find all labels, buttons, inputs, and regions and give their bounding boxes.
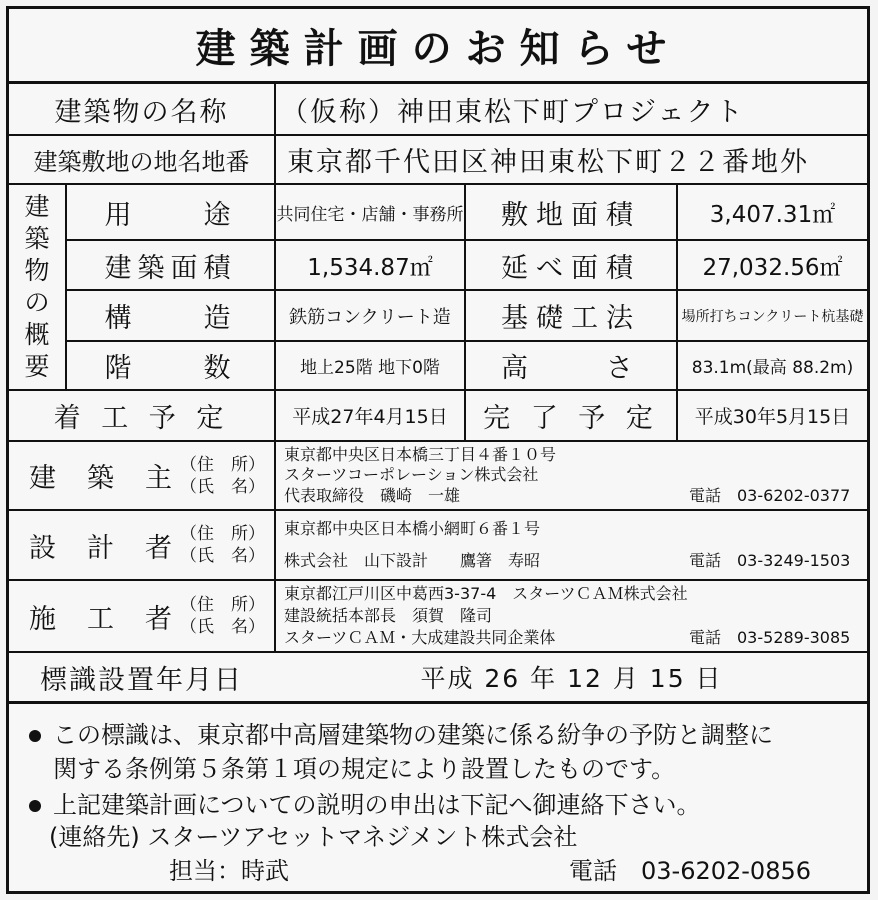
site-address-label: 建築敷地の地名地番 xyxy=(33,148,250,176)
floors-value: 地上25階 地下0階 xyxy=(300,358,440,378)
designer-phone: 電話 03-3249-1503 xyxy=(689,551,851,570)
building-name-value: （仮称）神田東松下町プロジェクト xyxy=(281,96,745,128)
contractor-label: 施 工 者 xyxy=(29,603,174,635)
contractor-sub-labels xyxy=(180,594,265,638)
address-sub-label: （住 所） xyxy=(180,595,265,615)
site-area-value: 3,407.31㎡ xyxy=(709,201,836,228)
floor-area-label: 延べ面積 xyxy=(501,252,641,284)
foundation-label: 基礎工法 xyxy=(501,303,641,334)
site-area-label: 敷地面積 xyxy=(501,199,641,231)
overview-label-char: 要 xyxy=(24,352,50,381)
contact-phone: 電話 03-6202-0856 xyxy=(569,857,812,885)
floors-label: 階 数 xyxy=(104,353,237,384)
name-sub-label: （氏 名） xyxy=(180,617,265,637)
notice-text: 上記建築計画についての説明の申出は下記へ御連絡下さい。 xyxy=(53,791,701,819)
structure-label: 構 造 xyxy=(104,303,237,334)
name-sub-label: （氏 名） xyxy=(180,476,265,497)
end-value: 平成30年5月15日 xyxy=(694,406,851,428)
overview-label-char: 概 xyxy=(24,320,50,349)
sign-date-value: 平成 26 年 12 月 15 日 xyxy=(420,664,723,693)
bullet-icon xyxy=(29,730,41,742)
name-sub-label: （氏 名） xyxy=(180,546,265,566)
notice-line-3 xyxy=(29,785,701,820)
structure-value: 鉄筋コンクリート造 xyxy=(289,306,451,328)
page-title: 建築計画のお知らせ xyxy=(195,25,681,72)
designer-sub-labels xyxy=(180,523,265,567)
address-sub-label: （住 所） xyxy=(180,524,265,544)
bullet-icon xyxy=(29,800,41,812)
overview-label-char: 物 xyxy=(24,256,50,285)
foundation-value: 場所打ちコンクリート杭基礎 xyxy=(681,308,864,325)
owner-line-2: スターツコーポレーション株式会社 xyxy=(284,465,539,484)
height-value: 83.1m(最高 88.2m) xyxy=(691,358,854,378)
contact-line: (連絡先) スターツアセットマネジメント株式会社 xyxy=(49,823,578,851)
usage-value: 共同住宅・店舗・事務所 xyxy=(276,204,464,225)
site-address-value: 東京都千代田区神田東松下町２２番地外 xyxy=(287,147,809,178)
start-label: 着 工 予 定 xyxy=(53,403,230,434)
designer-line-2: 株式会社 山下設計 鷹箸 寿昭 xyxy=(284,551,541,570)
start-value: 平成27年4月15日 xyxy=(292,406,448,428)
height-label: 高 さ xyxy=(501,353,641,384)
owner-phone: 電話 03-6202-0377 xyxy=(689,486,851,505)
overview-label-char: の xyxy=(24,288,50,317)
building-name-label: 建築物の名称 xyxy=(54,96,229,128)
end-label: 完 了 予 定 xyxy=(483,403,659,434)
building-area-label: 建築面積 xyxy=(104,252,237,284)
overview-label xyxy=(9,185,65,389)
notice-line-1 xyxy=(29,715,773,750)
contact-person: 担当：時武 xyxy=(169,857,289,885)
designer-label: 設 計 者 xyxy=(29,532,174,564)
owner-line-1: 東京都中央区日本橋三丁目４番１０号 xyxy=(284,445,557,464)
address-sub-label: （住 所） xyxy=(180,454,265,475)
notice-line-2: 関する条例第５条第１項の規定により設置したものです。 xyxy=(53,755,676,783)
usage-label: 用 途 xyxy=(104,199,237,231)
row-divider xyxy=(9,701,867,704)
owner-sub-labels xyxy=(180,454,265,498)
overview-label-char: 築 xyxy=(24,224,50,253)
contractor-line-2: 建設統括本部長 須賀 隆司 xyxy=(284,606,493,625)
owner-label-cell xyxy=(29,442,274,509)
owner-line-3: 代表取締役 磯崎 一雄 xyxy=(284,486,461,505)
designer-label-cell xyxy=(29,511,274,579)
contractor-line-3: スターツＣＡＭ・大成建設共同企業体 xyxy=(284,628,556,647)
notice-board xyxy=(6,6,870,894)
notice-text: この標識は、東京都中高層建築物の建築に係る紛争の予防と調整に xyxy=(53,721,773,749)
overview-label-char: 建 xyxy=(24,192,50,221)
contractor-phone: 電話 03-5289-3085 xyxy=(689,628,851,647)
sign-date-label: 標識設置年月日 xyxy=(40,664,243,696)
contractor-line-1: 東京都江戸川区中葛西3-37-4 スターツＣＡＭ株式会社 xyxy=(284,584,688,603)
owner-label: 建 築 主 xyxy=(29,463,174,494)
floor-area-value: 27,032.56㎡ xyxy=(702,254,843,281)
designer-line-1: 東京都中央区日本橋小網町６番１号 xyxy=(284,519,541,538)
building-area-value: 1,534.87㎡ xyxy=(307,254,433,281)
contractor-label-cell xyxy=(29,581,274,651)
